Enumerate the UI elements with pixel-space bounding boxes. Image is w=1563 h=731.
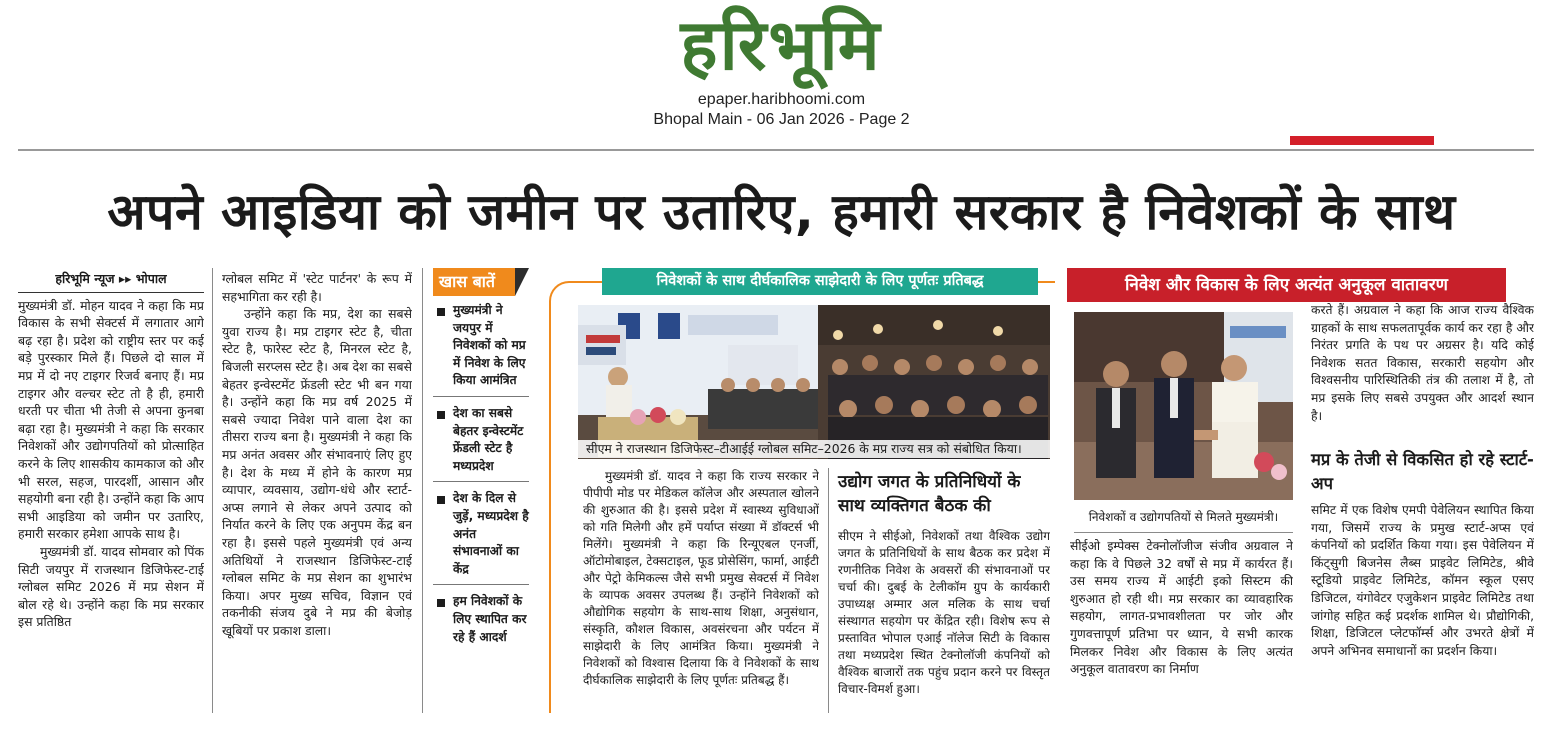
right-story-body-right	[1311, 302, 1534, 442]
list-item	[433, 302, 529, 397]
column-divider	[828, 468, 829, 713]
summit-stage-photo[interactable]	[578, 305, 1050, 459]
square-bullet-icon	[437, 411, 445, 419]
khas-baaten-list	[433, 302, 529, 660]
khas-baaten-header	[433, 268, 529, 296]
list-item	[433, 490, 529, 585]
article-column-1	[18, 270, 204, 715]
column-divider	[422, 268, 423, 713]
list-item-text: देश का सबसे बेहतर इन्वेस्टमेंट फ्रेंडली स्टेट है मध्यप्रदेश	[453, 405, 524, 473]
header-tail-shape	[515, 268, 529, 296]
epaper-url[interactable]: epaper.haribhoomi.com	[697, 91, 866, 108]
edition-info: Bhopal Main - 06 Jan 2026 - Page 2	[653, 111, 910, 128]
startup-subheading: मप्र के तेजी से विकसित हो रहे स्टार्ट-अप	[1311, 450, 1534, 493]
udyog-story-body	[838, 528, 1050, 713]
meeting-photo-caption: निवेशकों व उद्योगपतियों से मिलते मुख्यमंत्री।	[1088, 510, 1279, 524]
column-divider	[212, 268, 213, 713]
article-paragraph: मुख्यमंत्री डॉ. यादव सोमवार को पिंक सिटी जयपुर में राजस्थान डिजिफेस्ट-टाई ग्लोबल समिट 2026 में मप्र सेशन में बोल रहे थे। उन्होंने कहा कि मप्र सरकार इस प्रतिष्ठित	[18, 543, 204, 630]
right-story-body-left	[1070, 538, 1293, 713]
article-paragraph: मुख्यमंत्री डॉ. यादव ने कहा कि राज्य सरकार ने पीपीपी मोड पर मेडिकल कॉलेज और अस्पताल खोलने की शुरुआत की है। इससे प्रदेश में स्वास्थ्य सुविधाओं को गति मिलेगी और हमें पर्याप्त संख्या में डॉक्टर्स भी मिलेंगे। मुख्यमंत्री ने कहा कि रिन्यूएबल एनर्जी, ऑटोमोबाइल, टेक्सटाइल, फूड प्रोसेसिंग, फार्मा, आईटी और पेट्रो केमिकल्स जैसे सभी प्रमुख सेक्टर्स में निवेश के व्यापक अवसर उपलब्ध हैं। उन्होंने निवेशकों को औद्योगिक सहयोग के साथ-साथ शिक्षा, अनुसंधान, संस्कृति, कौशल विकास, अवसंरचना और पर्यटन में साझेदारी के लिए आमंत्रित किया। मुख्यमंत्री ने निवेशकों को विश्वास दिलाया कि वे निवेशकों के साथ दीर्घकालिक साझेदारी के लिए पूर्णतः प्रतिबद्ध हैं।	[583, 469, 819, 687]
meeting-photo[interactable]	[1074, 312, 1293, 500]
square-bullet-icon	[437, 496, 445, 504]
square-bullet-icon	[437, 308, 445, 316]
udyog-story-heading: उद्योग जगत के प्रतिनिधियों के साथ व्यक्तिगत बैठक की	[838, 472, 1021, 516]
khas-baaten-title: खास बातें	[433, 268, 515, 296]
startup-body	[1311, 502, 1534, 713]
article-paragraph: सीईओ इम्पेक्स टेक्नोलॉजीज संजीव अग्रवाल ने कहा कि वे पिछले 32 वर्षों से मप्र में कार्यरत हैं। उस समय राज्य में आईटी इको सिस्टम की शुरुआत हो रही थी। मप्र सरकार का व्यावहारिक सहयोग, लागत-प्रभावशीलता पर जोर और गुणवत्तापूर्ण प्रतिभा पर ध्यान, ये सभी कारक मिलकर निवेश और विकास के लिए अत्यंत अनुकूल वातावरण का निर्माण	[1070, 539, 1293, 677]
center-story-banner: निवेशकों के साथ दीर्घकालिक साझेदारी के लिए पूर्णतः प्रतिबद्ध	[602, 268, 1038, 295]
list-item-text: देश के दिल से जुड़ें, मध्यप्रदेश है अनंत संभावनाओं का केंद्र	[453, 491, 529, 576]
red-accent-bar	[1290, 136, 1434, 145]
summit-photo-illustration	[578, 305, 1050, 459]
square-bullet-icon	[437, 599, 445, 607]
byline: हरिभूमि न्यूज ▸▸ भोपाल	[18, 270, 204, 293]
list-item-text: मुख्यमंत्री ने जयपुर में निवेशकों को मप्र में निवेश के लिए किया आमंत्रित	[453, 303, 526, 388]
top-divider	[18, 149, 1534, 151]
article-paragraph: ग्लोबल समिट में 'स्टेट पार्टनर' के रूप में सहभागिता कर रही है।	[222, 271, 412, 304]
article-paragraph: उन्होंने कहा कि मप्र, देश का सबसे युवा राज्य है। मप्र टाइगर स्टेट है, चीता स्टेट है, फारेस्ट स्टेट है, मिनरल स्टेट है, बिजली सरप्लस स्टेट है। अब देश का सबसे बेहतर इन्वेस्टमेंट फ्रेंडली स्टेट भी बन गया है। उन्होंने कहा कि मप्र वर्ष 2025 में सबसे ज्यादा निवेश पाने वाला देश का तीसरा राज्य बना है। मुख्यमंत्री ने कहा कि मप्र अनंत अवसर और संभावनाएं लिए हुए है। देश के मध्य में होने के कारण मप्र व्यापार, व्यवसाय, उद्योग-धंधे और स्टार्ट-अप्स लगाने से लेकर अपने उत्पाद को निर्यात करने के लिए एक अनुपम केंद्र बन रहा है। इससे पहले मुख्यमंत्री एवं अन्य अतिथियों ने राजस्थान डिजिफेस्ट-टाई ग्लोबल समिट के मप्र सेशन का शुभारंभ किया। अपर मुख्य सचिव, विज्ञान एवं तकनीकी संजय दुबे ने मप्र की बेजोड़ खूबियों पर प्रकाश डाला।	[222, 306, 412, 638]
column-divider	[1074, 532, 1293, 533]
list-item-text: हम निवेशकों के लिए स्थापित कर रहे हैं आदर्श	[453, 594, 527, 644]
list-item	[433, 405, 529, 482]
article-paragraph: मुख्यमंत्री डॉ. मोहन यादव ने कहा कि मप्र विकास के सभी सेक्टर्स में लगातार आगे बढ़ रहा है। प्रदेश को राष्ट्रीय स्तर पर कई बड़े पुरस्कार मिले हैं। पिछले दो साल में मप्र में दो नए टाइगर रिजर्व बनाए हैं। मप्र टाइगर और वल्चर स्टेट तो है ही, हमारी धरती पर चीता भी तेजी से अपना कुनबा बढ़ा रहा है। मुख्यमंत्री ने कहा कि सरकार निवेशकों और उद्योगपतियों को प्रोत्साहित करने के लिए शासकीय कामकाज को और भी सरल, सहज, पारदर्शी, आसान और सहयोगी बना रही है। उन्होंने कहा कि आप सभी आइडिया को जमीन पर उतारिए, हमारी सरकार हमेशा आपके साथ है।	[18, 297, 204, 542]
masthead	[0, 0, 1563, 140]
center-story-body	[583, 468, 819, 713]
meeting-photo-illustration	[1074, 312, 1293, 500]
newspaper-logo[interactable]: हरिभूमि	[680, 3, 882, 86]
article-paragraph: करते हैं। अग्रवाल ने कहा कि आज राज्य वैश्विक ग्राहकों के साथ सफलतापूर्वक कार्य कर रहा है और निरंतर प्रगति के पथ पर अग्रसर है। यदि कोई निवेशक सतत विकास, सरकारी सहयोग और विश्वसनीय पारिस्थितिकी तंत्र की तलाश में है, तो मप्र इसके लिए सबसे उपयुक्त और आदर्श स्थान है।	[1311, 303, 1534, 423]
article-paragraph: सीएम ने सीईओ, निवेशकों तथा वैश्विक उद्योग जगत के प्रतिनिधियों के साथ बैठक कर प्रदेश में रणनीतिक निवेश के अवसरों की संभावनाओं पर चर्चा की। दुबई के टेलीकॉम ग्रुप के कार्यकारी उपाध्यक्ष अम्मार अल मलिक के साथ चर्चा संस्थागत सहयोग पर केंद्रित रही। विशेष रूप से प्रस्तावित भोपाल एआई नॉलेज सिटी के विकास तथा मध्यप्रदेश स्थित टेक्नोलॉजी कंपनियों को वैश्विक बाजारों तक पहुंच प्रदान करने पर विस्तृत विचार-विमर्श हुआ।	[838, 529, 1050, 696]
list-item	[433, 593, 529, 652]
page-headline: अपने आइडिया को जमीन पर उतारिए, हमारी सरकार है निवेशकों के साथ	[107, 183, 1456, 241]
right-story-banner: निवेश और विकास के लिए अत्यंत अनुकूल वातावरण	[1067, 268, 1506, 302]
article-paragraph: समिट में एक विशेष एमपी पेवेलियन स्थापित किया गया, जिसमें राज्य के प्रमुख स्टार्ट-अप्स एवं कंपनियों को प्रदर्शित किया गया। इस पेवेलियन में किंट्सुगी बिजनेस लैब्स प्राइवेट लिमिटेड, श्रीवे स्टूडियो प्राइवेट लिमिटेड, कॉमन स्कूल एसए डिजिटल, यंगोवेटर एजुकेशन प्राइवेट लिमिटेड तथा जांगोह सहित कई प्रदर्शक शामिल थे। प्रौद्योगिकी, शिक्षा, डिजिटल प्लेटफॉर्म्स और उभरते क्षेत्रों में अपने अभिनव समाधानों का प्रदर्शन किया।	[1311, 503, 1534, 658]
article-column-2	[222, 270, 412, 715]
summit-photo-caption: सीएम ने राजस्थान डिजिफेस्ट–टीआईई ग्लोबल समिट–2026 के मप्र राज्य सत्र को संबोधित किया।	[578, 440, 1050, 458]
